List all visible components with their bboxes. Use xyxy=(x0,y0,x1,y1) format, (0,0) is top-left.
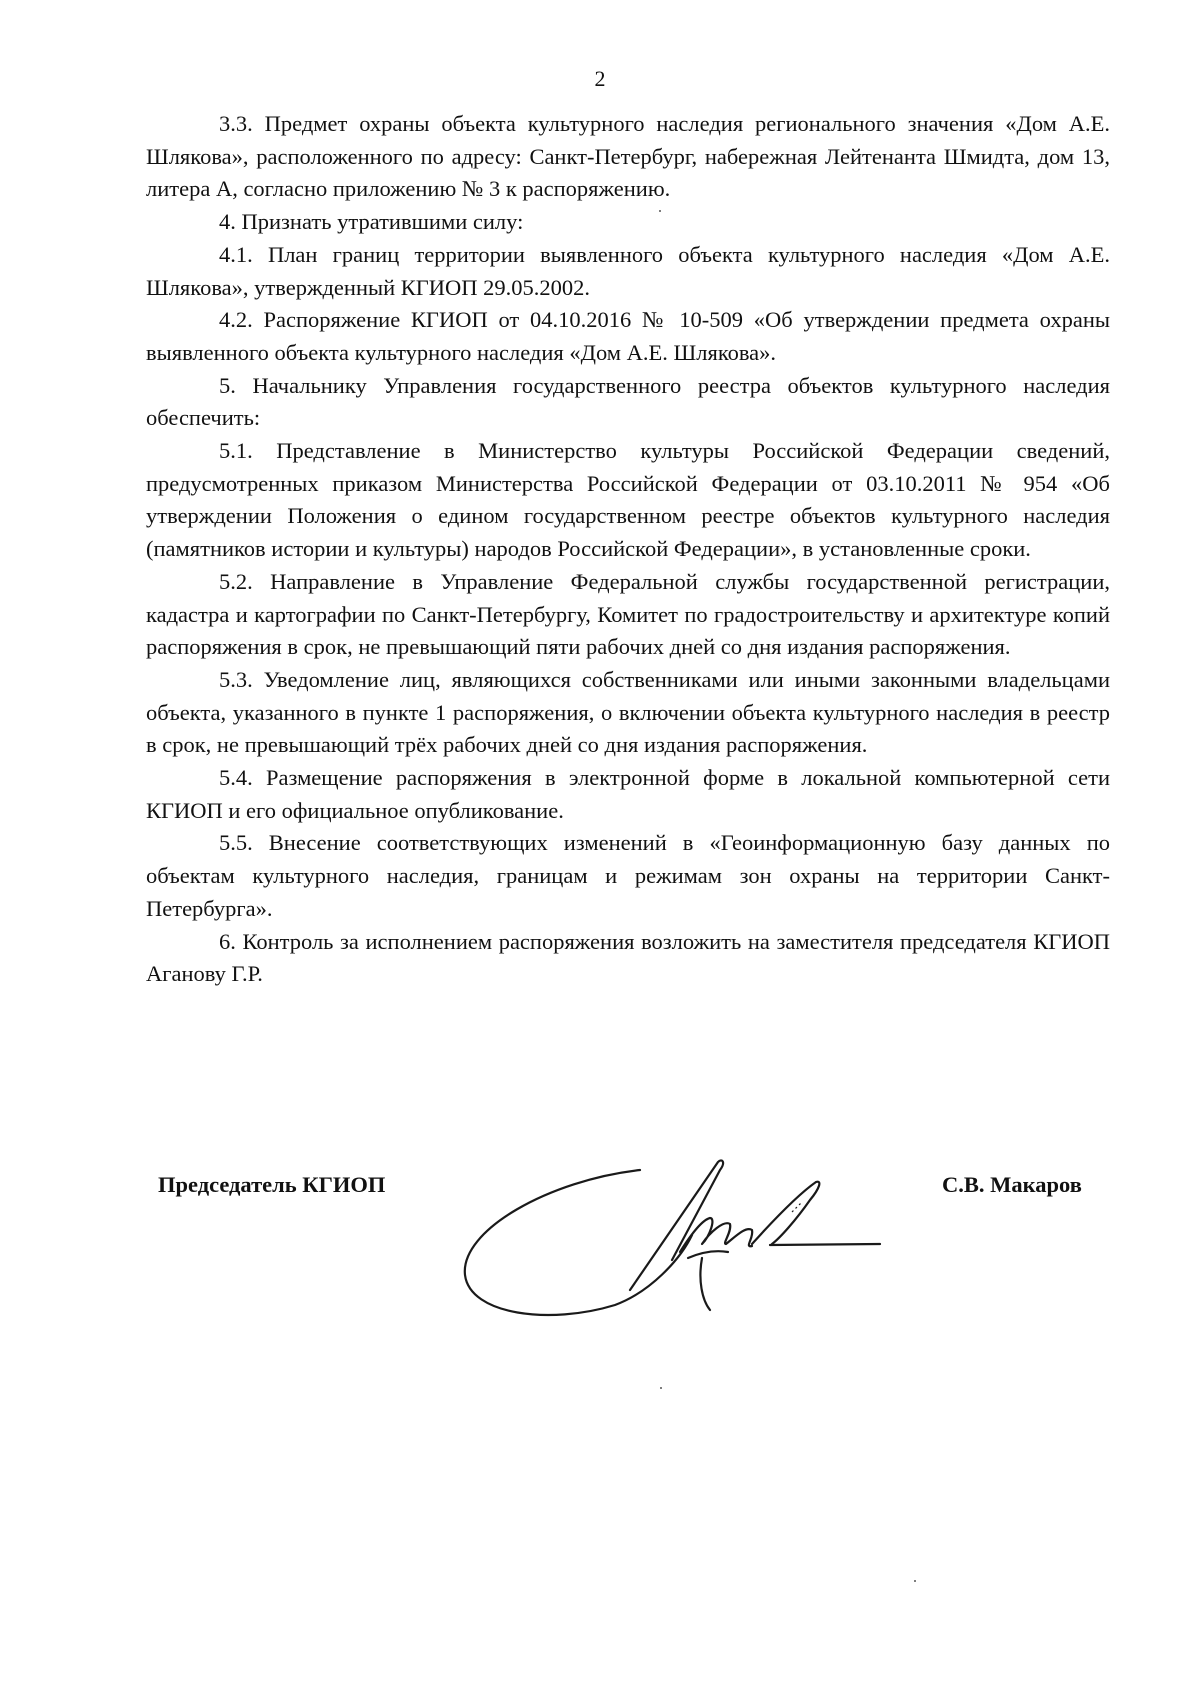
paragraph-4-2: 4.2. Распоряжение КГИОП от 04.10.2016 № 10-509 «Об утверждении предмета охраны выявленного объекта культурного наследия «Дом А.Е. Шлякова». xyxy=(146,307,1110,365)
paragraph-5: 5. Начальнику Управления государственного реестра объектов культурного наследия обеспечить: xyxy=(146,372,1110,431)
scan-speck xyxy=(659,210,661,212)
paragraph-5-3: 5.3. Уведомление лиц, являющихся собственниками или иными законными владельцами объекта, указанного в пункте 1 распоряжения, о включении объекта культурного наследия в реестр в срок, не превышающий трёх рабочих дней со дня издания распоряжения. xyxy=(146,666,1110,758)
paragraph-5-2: 5.2. Направление в Управление Федеральной службы государственной регистрации, кадастра и картографии по Санкт-Петербургу, Комитет по градостроительству и архитектуре копий распоряжения в срок, не превышающий пяти рабочих дней со дня издания распоряжения. xyxy=(146,568,1110,660)
paragraph-4-1: 4.1. План границ территории выявленного объекта культурного наследия «Дом А.Е. Шлякова», утвержденный КГИОП 29.05.2002. xyxy=(146,241,1110,300)
scan-speck xyxy=(660,1387,662,1389)
document-body xyxy=(146,108,1110,991)
paragraph-5-1: 5.1. Представление в Министерство культуры Российской Федерации сведений, предусмотренных приказом Министерства Российской Федерации от 03.10.2011 № 954 «Об утверждении Положения о едином государственном реестре объектов культурного наследия (памятников истории и культуры) народов Российской Федерации», в установленные сроки. xyxy=(146,438,1110,562)
paragraph-4: 4. Признать утратившими силу: xyxy=(219,209,524,235)
scan-speck xyxy=(914,1580,916,1582)
signatory-name: С.В. Макаров xyxy=(942,1172,1082,1197)
paragraph-6: 6. Контроль за исполнением распоряжения возложить на заместителя председателя КГИОП Аганову Г.Р. xyxy=(146,928,1110,987)
paragraph-5-4: 5.4. Размещение распоряжения в электронной форме в локальной компьютерной сети КГИОП и его официальное опубликование. xyxy=(146,765,1110,823)
paragraph-3-3: 3.3. Предмет охраны объекта культурного наследия регионального значения «Дом А.Е. Шлякова», расположенного по адресу: Санкт-Петербург, набережная Лейтенанта Шмидта, дом 13, литера А, согласно приложению № 3 к распоряжению. xyxy=(146,111,1110,202)
paragraph-5-5: 5.5. Внесение соответствующих изменений в «Геоинформационную базу данных по объектам культурного наследия, границам и режимам зон охраны на территории Санкт-Петербурга». xyxy=(146,830,1110,921)
signatory-title: Председатель КГИОП xyxy=(158,1172,386,1197)
handwritten-signature xyxy=(440,1140,920,1330)
page-number: 2 xyxy=(594,66,606,91)
